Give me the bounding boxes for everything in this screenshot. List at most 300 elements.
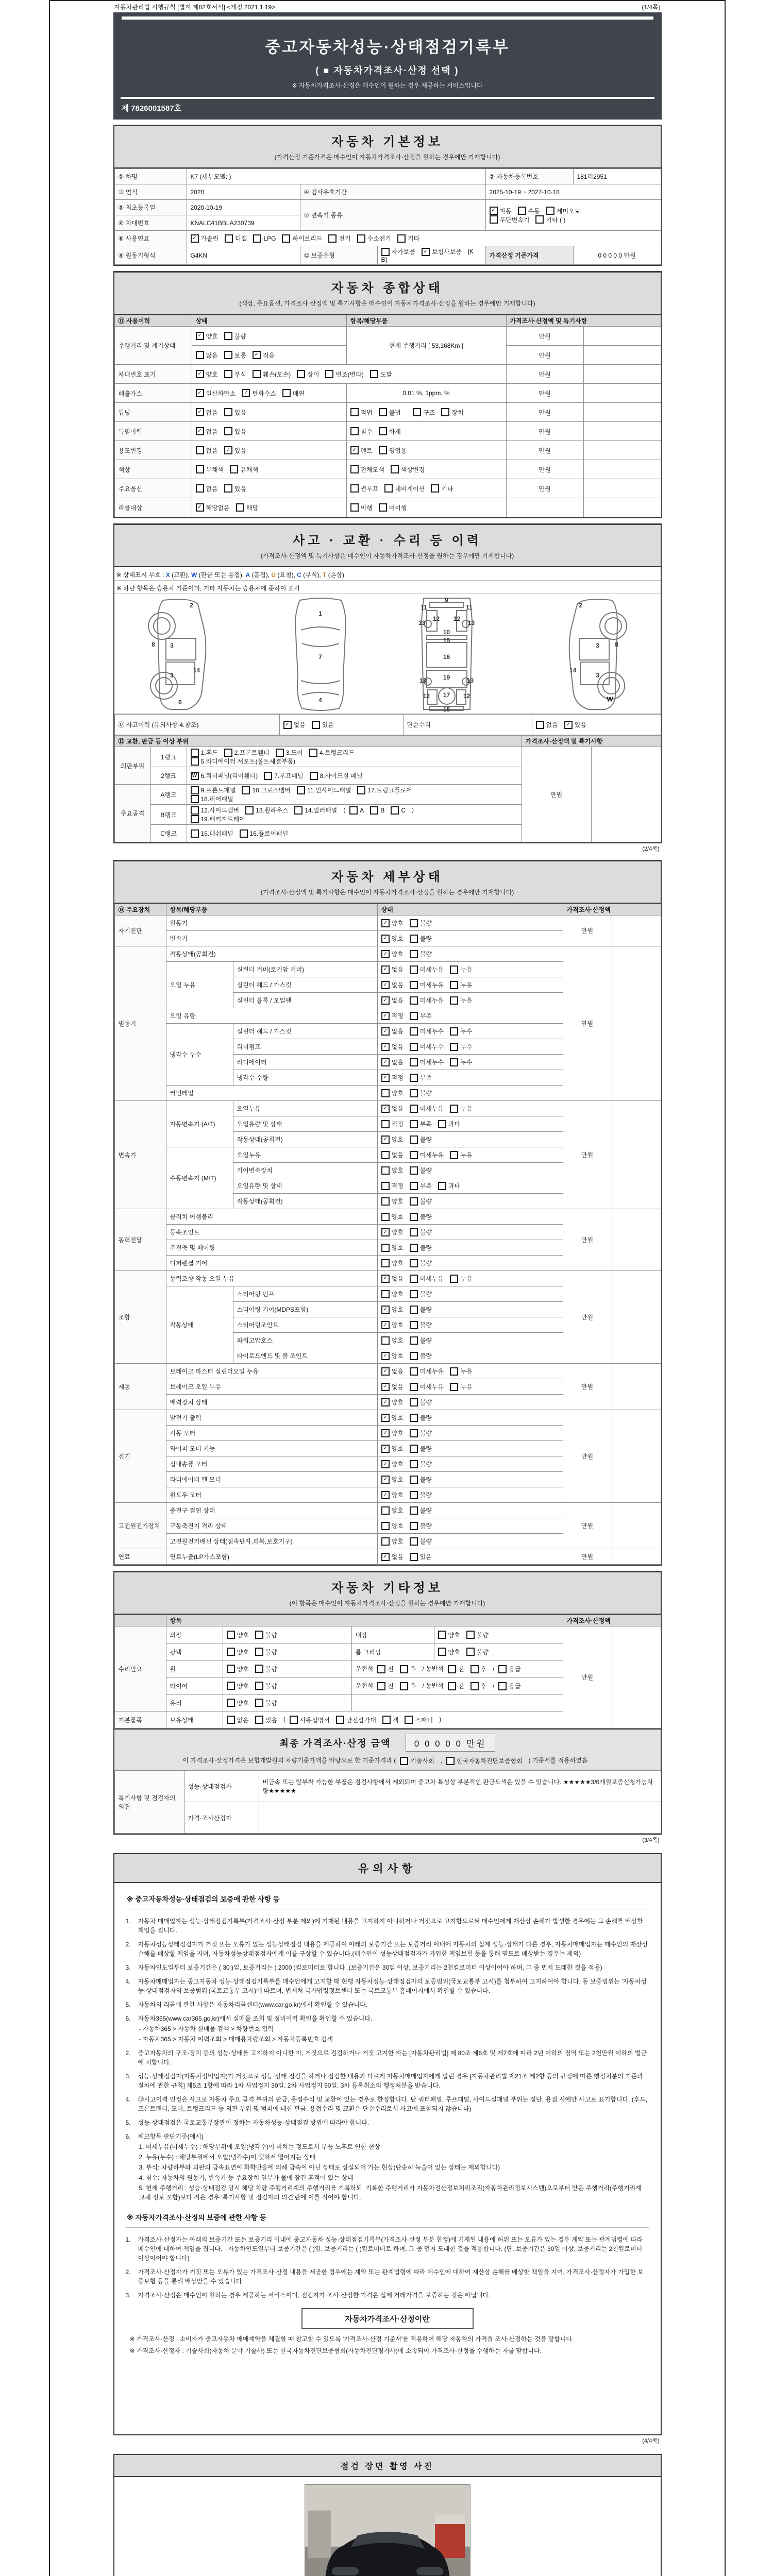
checkbox-불량[interactable] bbox=[410, 1444, 432, 1453]
checkbox-잭[interactable] bbox=[382, 1716, 399, 1724]
checkbox-불량[interactable] bbox=[410, 950, 432, 958]
checkbox-누유[interactable] bbox=[450, 1367, 472, 1376]
checkbox-box[interactable] bbox=[450, 1383, 458, 1391]
checkbox-box[interactable] bbox=[297, 786, 305, 794]
checkbox-box[interactable] bbox=[381, 1290, 390, 1298]
checkbox-box[interactable] bbox=[309, 749, 317, 757]
checkbox-box[interactable] bbox=[350, 503, 359, 512]
checkbox-box[interactable] bbox=[282, 389, 291, 397]
checkbox-box[interactable] bbox=[297, 370, 305, 378]
checkbox-영업용[interactable] bbox=[379, 446, 407, 455]
checkbox-양호[interactable] bbox=[381, 1243, 404, 1252]
checkbox-box[interactable] bbox=[381, 1537, 390, 1546]
checkbox-box[interactable] bbox=[381, 1213, 390, 1221]
checkbox-box[interactable] bbox=[350, 484, 359, 493]
checkbox-box[interactable] bbox=[224, 749, 232, 757]
checkbox-box[interactable] bbox=[438, 1120, 446, 1128]
checkbox-불량[interactable] bbox=[410, 1197, 432, 1206]
checkbox-부식[interactable] bbox=[224, 370, 246, 379]
checkbox-없음[interactable] bbox=[196, 484, 218, 493]
checkbox-box[interactable]: ✓ bbox=[381, 1136, 390, 1144]
checkbox-없음[interactable] bbox=[381, 1367, 404, 1376]
checkbox-과다[interactable] bbox=[438, 1181, 460, 1190]
checkbox-box[interactable] bbox=[450, 996, 458, 1005]
checkbox-box[interactable] bbox=[377, 1682, 385, 1690]
checkbox-box[interactable]: ✓ bbox=[381, 1012, 390, 1020]
checkbox-양호[interactable] bbox=[196, 332, 218, 341]
checkbox-box[interactable] bbox=[410, 1383, 418, 1391]
checkbox-box[interactable] bbox=[450, 1043, 458, 1051]
checkbox-C[interactable] bbox=[391, 806, 406, 815]
checkbox-적정[interactable] bbox=[381, 1181, 404, 1190]
checkbox-box[interactable] bbox=[410, 1414, 418, 1422]
checkbox-box[interactable] bbox=[225, 234, 233, 243]
checkbox-box[interactable] bbox=[255, 1699, 263, 1707]
checkbox-미세누수[interactable] bbox=[410, 1027, 444, 1036]
checkbox-box[interactable] bbox=[410, 965, 418, 974]
checkbox-box[interactable] bbox=[381, 1120, 390, 1128]
checkbox-불량[interactable] bbox=[255, 1648, 277, 1656]
checkbox-box[interactable] bbox=[410, 1120, 418, 1128]
checkbox-후[interactable] bbox=[400, 1665, 416, 1673]
checkbox-box[interactable] bbox=[498, 1682, 507, 1690]
checkbox-없음[interactable] bbox=[381, 1104, 404, 1113]
checkbox-box[interactable] bbox=[410, 1336, 418, 1345]
checkbox-미세누수[interactable] bbox=[410, 1058, 444, 1066]
checkbox-양호[interactable] bbox=[196, 370, 218, 379]
checkbox-box[interactable] bbox=[381, 1197, 390, 1206]
checkbox-box[interactable]: ✓ bbox=[224, 446, 232, 454]
checkbox-9.프론트패널[interactable] bbox=[191, 786, 236, 794]
checkbox-11.인사이드패널[interactable] bbox=[297, 786, 351, 794]
checkbox-box[interactable] bbox=[381, 1244, 390, 1252]
checkbox-미세누유[interactable] bbox=[410, 965, 444, 974]
checkbox-box[interactable] bbox=[410, 1445, 418, 1453]
checkbox-양호[interactable] bbox=[227, 1699, 249, 1707]
checkbox-불량[interactable] bbox=[410, 1212, 432, 1221]
checkbox-없음[interactable] bbox=[381, 1150, 404, 1159]
checkbox-box[interactable] bbox=[410, 1213, 418, 1221]
checkbox-box[interactable] bbox=[379, 503, 387, 512]
checkbox-box[interactable] bbox=[450, 981, 458, 989]
checkbox-box[interactable] bbox=[290, 1716, 298, 1724]
checkbox-기타[interactable] bbox=[431, 484, 453, 493]
checkbox-box[interactable] bbox=[230, 465, 238, 473]
checkbox-box[interactable]: ✓ bbox=[196, 389, 204, 397]
checkbox-양호[interactable] bbox=[381, 934, 404, 943]
checkbox-없음[interactable] bbox=[227, 1716, 249, 1724]
checkbox-box[interactable] bbox=[518, 207, 526, 215]
checkbox-box[interactable] bbox=[535, 215, 544, 224]
checkbox-LPG[interactable] bbox=[253, 234, 276, 243]
checkbox-box[interactable]: ✓ bbox=[381, 1352, 390, 1360]
checkbox-box[interactable] bbox=[450, 1367, 458, 1376]
checkbox-box[interactable] bbox=[253, 370, 261, 378]
checkbox-box[interactable] bbox=[381, 1259, 390, 1267]
checkbox-box[interactable] bbox=[227, 1631, 235, 1639]
checkbox-불량[interactable] bbox=[410, 1398, 432, 1406]
checkbox-있음[interactable] bbox=[224, 408, 246, 417]
checkbox-보통[interactable] bbox=[224, 351, 246, 360]
checkbox-box[interactable] bbox=[328, 234, 337, 243]
checkbox-양호[interactable] bbox=[381, 1228, 404, 1236]
checkbox-불량[interactable] bbox=[255, 1699, 277, 1707]
checkbox-box[interactable] bbox=[410, 1398, 418, 1406]
checkbox-box[interactable] bbox=[227, 1648, 235, 1656]
checkbox-자동[interactable] bbox=[490, 207, 512, 215]
checkbox-box[interactable] bbox=[236, 503, 244, 512]
checkbox-14.필러패널[interactable] bbox=[294, 806, 337, 815]
checkbox-색상변경[interactable] bbox=[391, 465, 425, 474]
checkbox-5.라디에이터 서포트(볼트체결부품)[interactable] bbox=[191, 757, 296, 766]
checkbox-12.사이드멤버[interactable] bbox=[191, 806, 240, 815]
checkbox-양호[interactable] bbox=[227, 1631, 249, 1639]
checkbox-불량[interactable] bbox=[410, 1166, 432, 1175]
checkbox-box[interactable] bbox=[191, 795, 199, 803]
checkbox-box[interactable]: ✓ bbox=[381, 1043, 390, 1051]
checkbox-전체도색[interactable] bbox=[350, 465, 384, 474]
checkbox-누수[interactable] bbox=[450, 1042, 472, 1051]
checkbox-양호[interactable] bbox=[227, 1648, 249, 1656]
checkbox-기타 ( )[interactable] bbox=[535, 215, 565, 224]
checkbox-누수[interactable] bbox=[450, 1027, 472, 1036]
checkbox-불량[interactable] bbox=[466, 1648, 489, 1656]
checkbox-box[interactable] bbox=[410, 1105, 418, 1113]
checkbox-box[interactable] bbox=[413, 408, 421, 416]
checkbox-양호[interactable] bbox=[381, 1521, 404, 1530]
checkbox-box[interactable] bbox=[349, 806, 358, 815]
checkbox-도말[interactable] bbox=[370, 370, 392, 379]
checkbox-box[interactable] bbox=[490, 215, 498, 224]
checkbox-box[interactable] bbox=[381, 248, 390, 256]
checkbox-box[interactable] bbox=[450, 965, 458, 974]
checkbox-box[interactable] bbox=[410, 1275, 418, 1283]
checkbox-box[interactable] bbox=[196, 465, 204, 473]
checkbox-box[interactable] bbox=[382, 1716, 391, 1724]
checkbox-box[interactable]: ✓ bbox=[381, 919, 390, 927]
checkbox-box[interactable] bbox=[191, 806, 199, 815]
checkbox-양호[interactable] bbox=[438, 1648, 460, 1656]
checkbox-없음[interactable] bbox=[196, 427, 218, 436]
checkbox-훼손(오손)[interactable] bbox=[253, 370, 291, 379]
checkbox-적법[interactable] bbox=[350, 408, 373, 417]
checkbox-13.휠하우스[interactable] bbox=[245, 806, 288, 815]
checkbox-box[interactable]: ✓ bbox=[381, 981, 390, 989]
checkbox-없음[interactable] bbox=[381, 980, 404, 989]
checkbox-양호[interactable] bbox=[227, 1682, 249, 1690]
checkbox-box[interactable] bbox=[410, 935, 418, 943]
checkbox-상이[interactable] bbox=[297, 370, 319, 379]
checkbox-box[interactable] bbox=[245, 806, 254, 815]
checkbox-불량[interactable] bbox=[410, 1429, 432, 1437]
checkbox-후[interactable] bbox=[470, 1665, 487, 1673]
checkbox-누유[interactable] bbox=[450, 1382, 472, 1391]
checkbox-16.플로어패널[interactable] bbox=[240, 829, 289, 838]
checkbox-box[interactable] bbox=[381, 1522, 390, 1530]
checkbox-한국자동차진단보증협회[interactable] bbox=[446, 1756, 523, 1765]
checkbox-전[interactable] bbox=[377, 1682, 394, 1690]
checkbox-box[interactable] bbox=[391, 806, 399, 815]
checkbox-box[interactable] bbox=[466, 1648, 475, 1656]
checkbox-17.트렁크플로어[interactable] bbox=[357, 786, 412, 794]
checkbox-box[interactable] bbox=[446, 1757, 455, 1765]
checkbox-box[interactable]: ✓ bbox=[196, 408, 204, 416]
checkbox-세미오토[interactable] bbox=[546, 207, 580, 215]
checkbox-box[interactable] bbox=[410, 1244, 418, 1252]
checkbox-box[interactable] bbox=[410, 1429, 418, 1437]
checkbox-불량[interactable] bbox=[410, 1506, 432, 1515]
checkbox-box[interactable]: ✓ bbox=[283, 721, 292, 729]
checkbox-적정[interactable] bbox=[381, 1011, 404, 1020]
checkbox-box[interactable]: ✓ bbox=[381, 1553, 390, 1561]
checkbox-box[interactable] bbox=[336, 1716, 344, 1724]
checkbox-많음[interactable] bbox=[196, 351, 218, 360]
checkbox-B[interactable] bbox=[370, 806, 384, 815]
checkbox-응급[interactable] bbox=[498, 1682, 520, 1690]
checkbox-19.패키지트레이[interactable] bbox=[191, 815, 245, 823]
checkbox-box[interactable] bbox=[357, 234, 365, 243]
checkbox-box[interactable] bbox=[410, 1290, 418, 1298]
checkbox-box[interactable] bbox=[191, 829, 199, 838]
checkbox-box[interactable] bbox=[253, 234, 261, 243]
checkbox-있음[interactable] bbox=[255, 1716, 277, 1724]
checkbox-box[interactable] bbox=[470, 1665, 479, 1673]
checkbox-box[interactable] bbox=[410, 1460, 418, 1468]
checkbox-box[interactable]: ✓ bbox=[381, 1429, 390, 1437]
checkbox-box[interactable] bbox=[410, 950, 418, 958]
checkbox-box[interactable]: ✓ bbox=[381, 1306, 390, 1314]
checkbox-양호[interactable] bbox=[381, 1444, 404, 1453]
checkbox-탄화수소[interactable] bbox=[242, 389, 276, 398]
checkbox-box[interactable] bbox=[227, 1699, 235, 1707]
checkbox-자가보증[interactable] bbox=[381, 247, 415, 256]
checkbox-box[interactable] bbox=[410, 981, 418, 989]
checkbox-box[interactable] bbox=[255, 1682, 263, 1690]
checkbox-box[interactable] bbox=[410, 1182, 418, 1190]
checkbox-전[interactable] bbox=[377, 1665, 394, 1673]
checkbox-box[interactable] bbox=[224, 332, 232, 340]
checkbox-box[interactable] bbox=[546, 207, 554, 215]
checkbox-box[interactable] bbox=[224, 408, 232, 416]
checkbox-box[interactable] bbox=[224, 484, 232, 493]
checkbox-box[interactable]: ✓ bbox=[381, 935, 390, 943]
checkbox-불량[interactable] bbox=[255, 1631, 277, 1639]
checkbox-box[interactable] bbox=[450, 1027, 458, 1036]
checkbox-box[interactable]: ✓ bbox=[196, 503, 204, 512]
checkbox-box[interactable] bbox=[410, 1491, 418, 1499]
checkbox-box[interactable] bbox=[400, 1757, 408, 1765]
checkbox-box[interactable] bbox=[264, 772, 272, 780]
checkbox-box[interactable]: ✓ bbox=[422, 248, 430, 256]
checkbox-box[interactable]: ✓ bbox=[381, 950, 390, 958]
checkbox-box[interactable] bbox=[381, 1506, 390, 1515]
checkbox-3.도어[interactable] bbox=[276, 748, 303, 757]
checkbox-양호[interactable] bbox=[381, 1506, 404, 1515]
checkbox-box[interactable] bbox=[325, 370, 333, 378]
checkbox-없음[interactable] bbox=[381, 1382, 404, 1391]
checkbox-box[interactable]: ✓ bbox=[381, 1383, 390, 1391]
checkbox-없음[interactable] bbox=[381, 1042, 404, 1051]
checkbox-보험사보증[interactable] bbox=[422, 247, 462, 256]
checkbox-box[interactable] bbox=[397, 234, 406, 243]
checkbox-불량[interactable] bbox=[410, 934, 432, 943]
checkbox-양호[interactable] bbox=[381, 1413, 404, 1422]
checkbox-부족[interactable] bbox=[410, 1120, 432, 1128]
checkbox-누유[interactable] bbox=[450, 965, 472, 974]
checkbox-box[interactable] bbox=[255, 1648, 263, 1656]
checkbox-box[interactable] bbox=[381, 1151, 390, 1159]
checkbox-box[interactable] bbox=[410, 1306, 418, 1314]
checkbox-box[interactable] bbox=[410, 1197, 418, 1206]
checkbox-적음[interactable] bbox=[253, 351, 275, 360]
checkbox-box[interactable] bbox=[450, 1105, 458, 1113]
checkbox-양호[interactable] bbox=[381, 1351, 404, 1360]
checkbox-양호[interactable] bbox=[381, 1537, 404, 1546]
checkbox-양호[interactable] bbox=[381, 1398, 404, 1406]
checkbox-기타[interactable] bbox=[397, 234, 419, 243]
checkbox-box[interactable]: ✓ bbox=[381, 1414, 390, 1422]
checkbox-양호[interactable] bbox=[227, 1665, 249, 1673]
checkbox-미이행[interactable] bbox=[379, 503, 407, 512]
checkbox-불량[interactable] bbox=[224, 332, 246, 341]
checkbox-불량[interactable] bbox=[410, 1228, 432, 1236]
checkbox-누유[interactable] bbox=[450, 1104, 472, 1113]
checkbox-box[interactable]: ✓ bbox=[253, 351, 261, 359]
checkbox-부족[interactable] bbox=[410, 1011, 432, 1020]
checkbox-4.트렁크리드[interactable] bbox=[309, 748, 355, 757]
checkbox-화재[interactable] bbox=[379, 427, 401, 436]
checkbox-18.리어패널[interactable] bbox=[191, 794, 233, 803]
checkbox-2.프론트휀더[interactable] bbox=[224, 748, 270, 757]
checkbox-A[interactable] bbox=[349, 806, 364, 815]
checkbox-box[interactable]: ✓ bbox=[490, 207, 498, 215]
checkbox-없음[interactable] bbox=[381, 1552, 404, 1561]
checkbox-box[interactable] bbox=[191, 786, 199, 794]
checkbox-유채색[interactable] bbox=[230, 465, 258, 474]
checkbox-불량[interactable] bbox=[410, 1475, 432, 1484]
checkbox-box[interactable] bbox=[410, 1553, 418, 1561]
checkbox-부족[interactable] bbox=[410, 1181, 432, 1190]
checkbox-box[interactable]: ✓ bbox=[196, 332, 204, 340]
checkbox-box[interactable] bbox=[450, 1058, 458, 1066]
checkbox-미세누유[interactable] bbox=[410, 1274, 444, 1283]
checkbox-box[interactable] bbox=[410, 919, 418, 927]
checkbox-6.쿼터패널(리어휀더)[interactable] bbox=[191, 771, 258, 780]
checkbox-미세누수[interactable] bbox=[410, 1042, 444, 1051]
checkbox-box[interactable]: ✓ bbox=[381, 1398, 390, 1406]
checkbox-불량[interactable] bbox=[410, 1290, 432, 1298]
checkbox-box[interactable] bbox=[191, 749, 199, 757]
checkbox-box[interactable] bbox=[438, 1182, 446, 1190]
checkbox-box[interactable]: ✓ bbox=[196, 427, 204, 435]
checkbox-하이브리드[interactable] bbox=[282, 234, 322, 243]
checkbox-미세누유[interactable] bbox=[410, 1104, 444, 1113]
checkbox-box[interactable] bbox=[350, 427, 359, 435]
checkbox-box[interactable]: ✓ bbox=[381, 1321, 390, 1329]
checkbox-양호[interactable] bbox=[381, 1135, 404, 1144]
checkbox-box[interactable] bbox=[384, 484, 393, 493]
checkbox-box[interactable] bbox=[381, 1166, 390, 1175]
checkbox-누수[interactable] bbox=[450, 1058, 472, 1066]
checkbox-box[interactable] bbox=[431, 484, 439, 493]
checkbox-box[interactable] bbox=[405, 1716, 413, 1724]
checkbox-양호[interactable] bbox=[381, 950, 404, 958]
checkbox-불량[interactable] bbox=[410, 1413, 432, 1422]
checkbox-box[interactable] bbox=[441, 408, 449, 416]
checkbox-양호[interactable] bbox=[438, 1631, 460, 1639]
checkbox-수동[interactable] bbox=[518, 207, 540, 215]
checkbox-box[interactable] bbox=[379, 446, 387, 454]
checkbox-변조(변타)[interactable] bbox=[325, 370, 363, 379]
checkbox-box[interactable] bbox=[410, 996, 418, 1005]
checkbox-침수[interactable] bbox=[350, 427, 373, 436]
checkbox-box[interactable] bbox=[410, 1151, 418, 1159]
checkbox-무단변속기[interactable] bbox=[490, 215, 530, 224]
checkbox-box[interactable] bbox=[410, 1537, 418, 1546]
checkbox-불량[interactable] bbox=[466, 1631, 489, 1639]
checkbox-불량[interactable] bbox=[255, 1682, 277, 1690]
checkbox-없음[interactable] bbox=[381, 996, 404, 1005]
checkbox-box[interactable] bbox=[224, 351, 232, 359]
checkbox-수소전기[interactable] bbox=[357, 234, 391, 243]
checkbox-box[interactable] bbox=[381, 1182, 390, 1190]
checkbox-box[interactable] bbox=[227, 1682, 235, 1690]
checkbox-해당없음[interactable] bbox=[196, 503, 230, 512]
checkbox-불량[interactable] bbox=[410, 1537, 432, 1546]
checkbox-미세누유[interactable] bbox=[410, 1382, 444, 1391]
checkbox-일산화탄소[interactable] bbox=[196, 389, 236, 398]
checkbox-부족[interactable] bbox=[410, 1073, 432, 1082]
checkbox-미세누유[interactable] bbox=[410, 996, 444, 1005]
checkbox-구조[interactable] bbox=[413, 408, 435, 417]
checkbox-box[interactable] bbox=[357, 786, 365, 794]
checkbox-썬루프[interactable] bbox=[350, 484, 379, 493]
checkbox-미세누유[interactable] bbox=[410, 1150, 444, 1159]
checkbox-box[interactable] bbox=[410, 1089, 418, 1097]
checkbox-box[interactable]: ✓ bbox=[381, 1105, 390, 1113]
checkbox-box[interactable]: ✓ bbox=[191, 234, 199, 243]
checkbox-네비게이션[interactable] bbox=[384, 484, 425, 493]
checkbox-있음[interactable] bbox=[224, 446, 246, 455]
checkbox-없음[interactable] bbox=[381, 1058, 404, 1066]
checkbox-사용설명서[interactable] bbox=[290, 1716, 330, 1724]
checkbox-불량[interactable] bbox=[410, 1305, 432, 1314]
checkbox-있음[interactable] bbox=[224, 484, 246, 493]
checkbox-없음[interactable] bbox=[196, 446, 218, 455]
checkbox-box[interactable]: ✓ bbox=[242, 389, 250, 397]
checkbox-없음[interactable] bbox=[283, 720, 306, 729]
checkbox-양호[interactable] bbox=[381, 1305, 404, 1314]
checkbox-box[interactable]: ✓ bbox=[381, 1491, 390, 1499]
checkbox-양호[interactable] bbox=[381, 1089, 404, 1097]
checkbox-있음[interactable] bbox=[312, 720, 334, 729]
checkbox-box[interactable] bbox=[410, 1043, 418, 1051]
checkbox-미세누유[interactable] bbox=[410, 980, 444, 989]
checkbox-없음[interactable] bbox=[536, 720, 558, 729]
checkbox-box[interactable] bbox=[196, 446, 204, 454]
checkbox-양호[interactable] bbox=[381, 919, 404, 927]
checkbox-box[interactable] bbox=[410, 1074, 418, 1082]
checkbox-box[interactable]: W bbox=[191, 772, 199, 780]
checkbox-box[interactable] bbox=[410, 1522, 418, 1530]
checkbox-양호[interactable] bbox=[381, 1290, 404, 1298]
checkbox-누유[interactable] bbox=[450, 1274, 472, 1283]
checkbox-box[interactable] bbox=[227, 1716, 235, 1724]
checkbox-양호[interactable] bbox=[381, 1259, 404, 1267]
checkbox-7.루프패널[interactable] bbox=[264, 771, 303, 780]
checkbox-box[interactable] bbox=[276, 749, 284, 757]
checkbox-box[interactable] bbox=[242, 786, 250, 794]
